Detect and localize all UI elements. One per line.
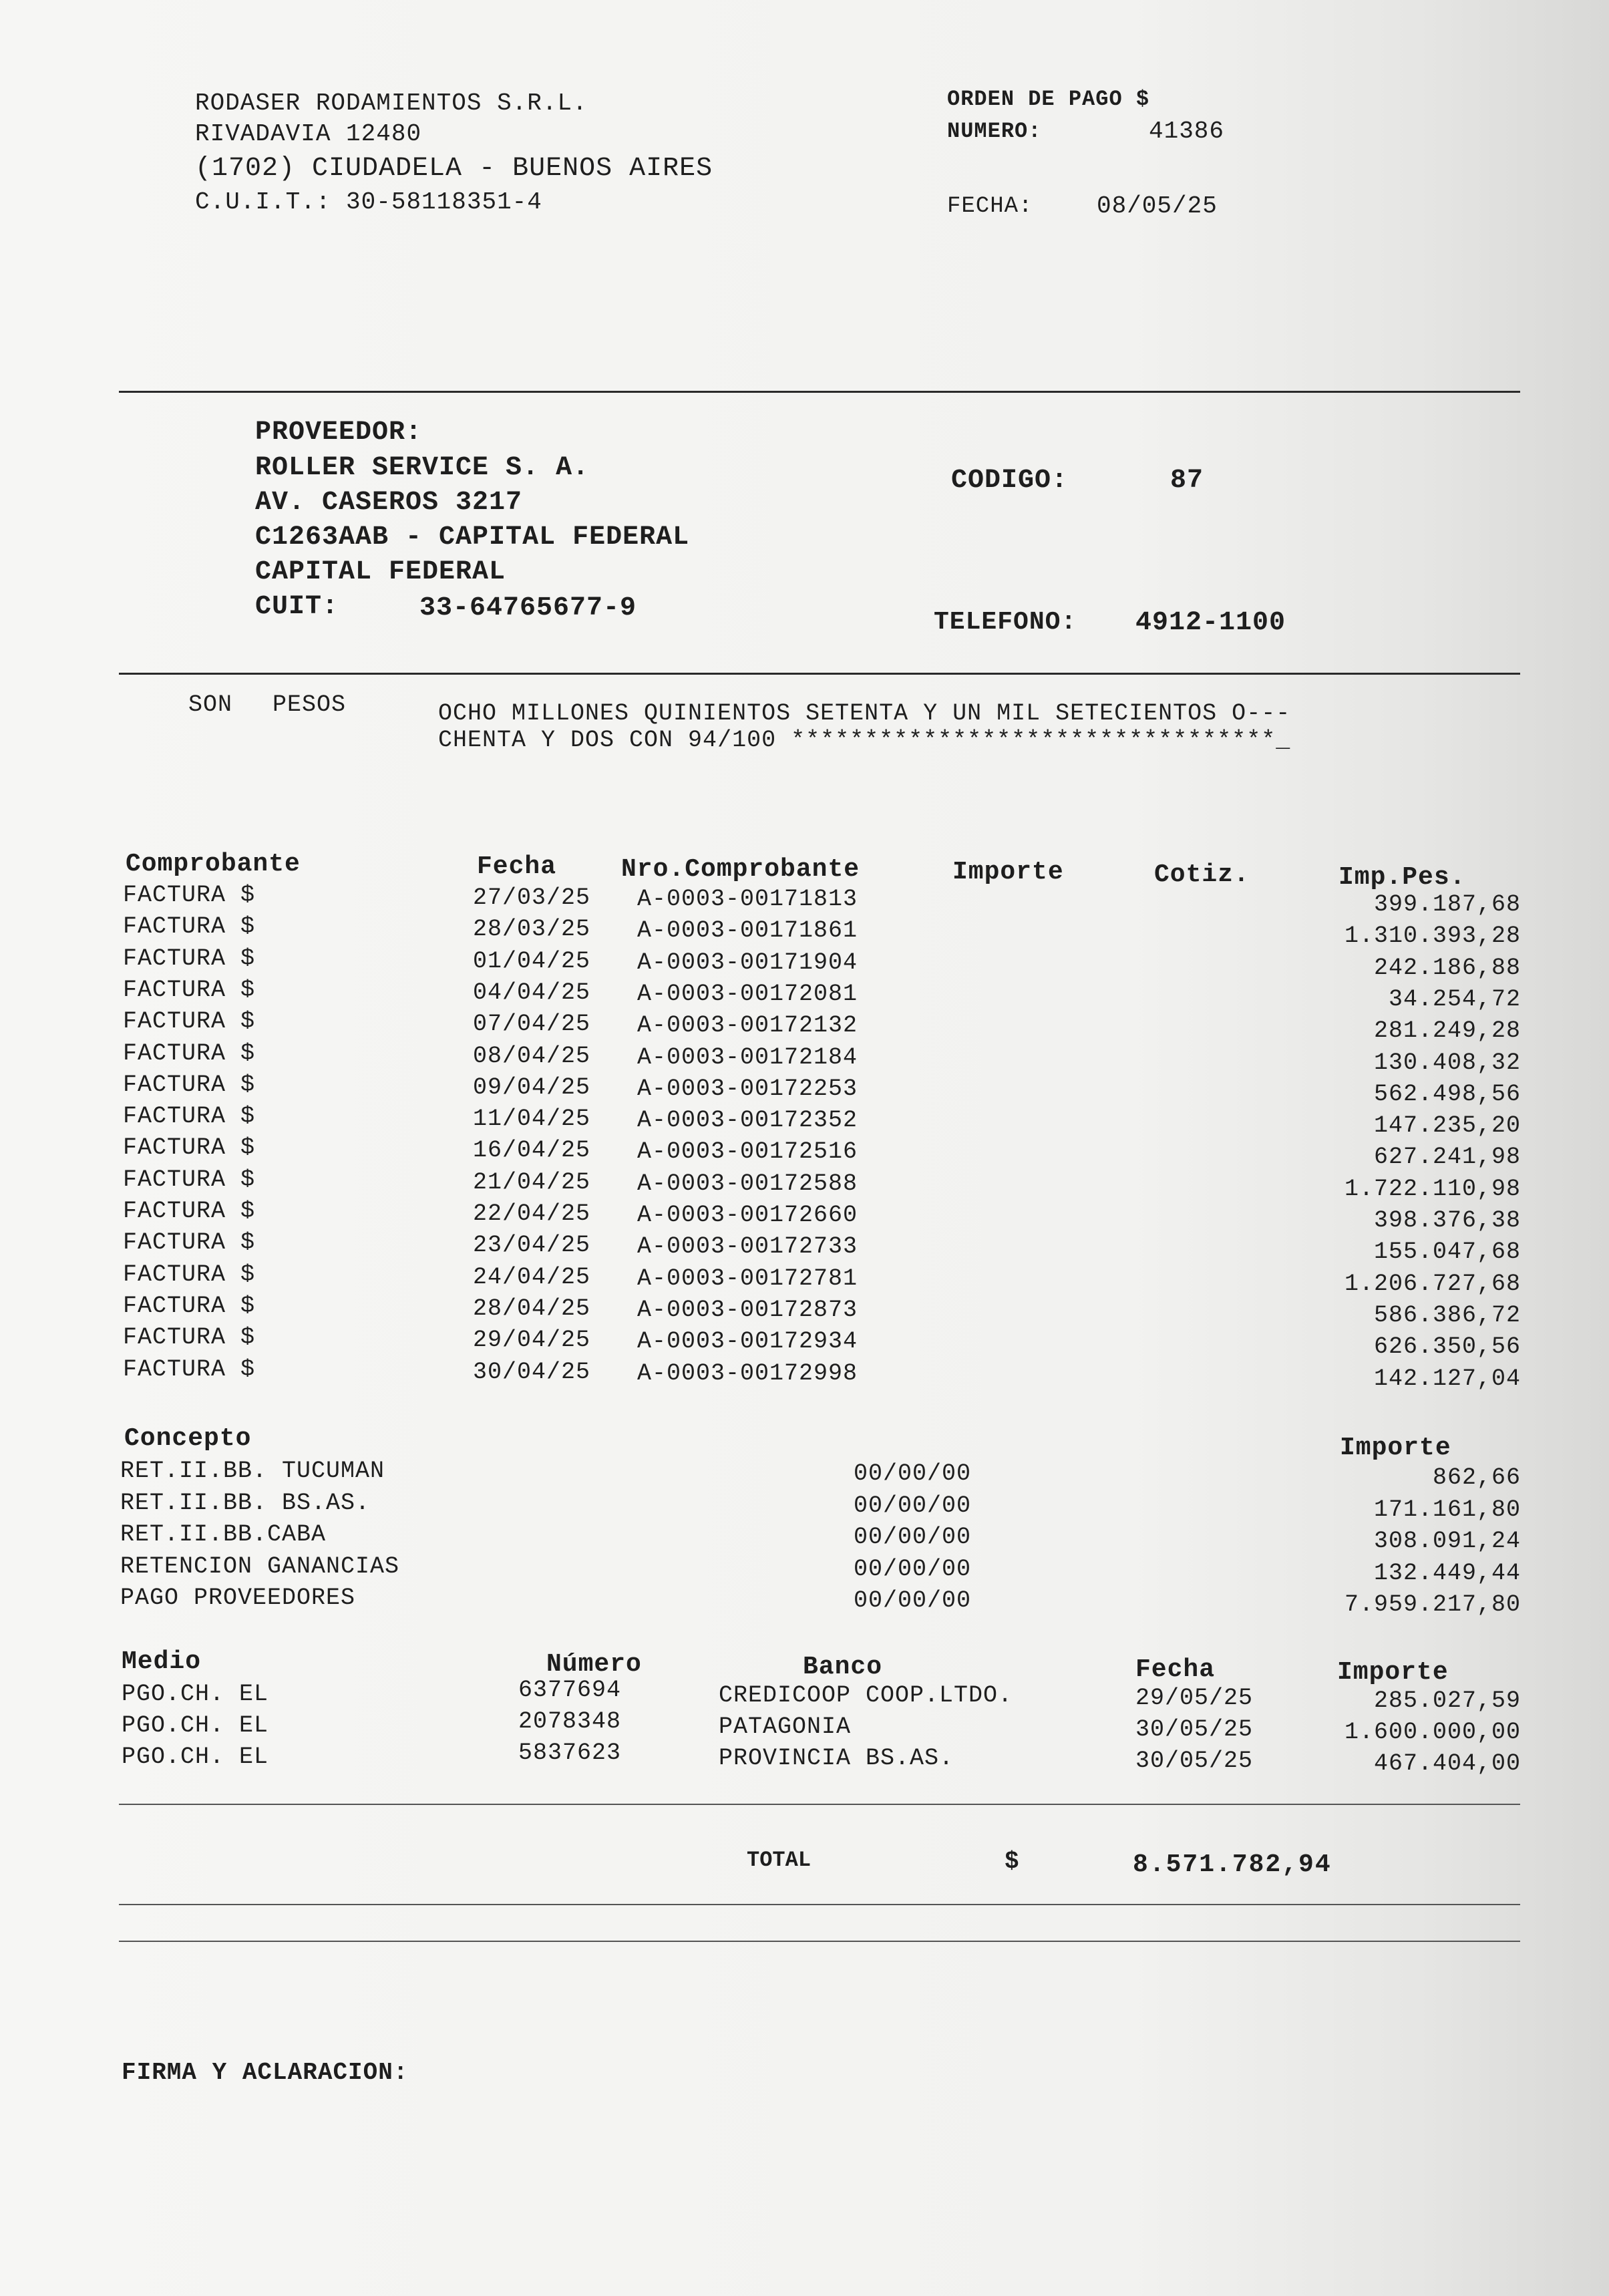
payment-date: 29/05/25 [1135,1685,1254,1711]
supplier-city: C1263AAB - CAPITAL FEDERAL [255,522,690,552]
payment-amount: 1.600.000,00 [1344,1719,1521,1746]
payment-row [0,1677,1609,1714]
invoice-row [0,1261,1609,1297]
total-divider-1 [119,1904,1520,1905]
concept-row [0,1553,1609,1585]
invoice-date: 09/04/25 [473,1074,591,1101]
invoice-number: A-0003-00172733 [637,1233,858,1261]
invoice-amount: 130.408,32 [1373,1049,1521,1076]
amount-words-label-pesos: PESOS [273,691,347,718]
amount-words-label-son: SON [188,691,233,718]
concept-date: 00/00/00 [854,1460,972,1487]
payment-number: 2078348 [518,1708,622,1735]
invoice-number: A-0003-00172934 [637,1328,858,1355]
company-city: (1702) CIUDADELA - BUENOS AIRES [195,154,713,184]
payment-number: 6377694 [518,1677,622,1703]
col-banco: Banco [803,1653,883,1681]
col-pay-fecha: Fecha [1135,1655,1216,1684]
payment-amount: 467.404,00 [1373,1750,1521,1777]
invoice-number: A-0003-00172184 [637,1043,858,1071]
concept-date: 00/00/00 [854,1492,972,1519]
concept-row [0,1490,1609,1522]
supplier-divider [119,673,1520,675]
total-value: 8.571.782,94 [1133,1850,1332,1879]
invoice-number: A-0003-00172998 [637,1359,858,1387]
invoice-type: FACTURA $ [123,1292,256,1319]
col-importe: Importe [952,858,1064,886]
supplier-province: CAPITAL FEDERAL [255,557,506,587]
col-imp-pes: Imp.Pes. [1338,863,1466,892]
concept-name: RET.II.BB. BS.AS. [120,1489,371,1516]
concept-amount: 862,66 [1432,1464,1521,1491]
supplier-phone-label: TELEFONO: [934,608,1077,637]
invoice-amount: 398.376,38 [1373,1207,1521,1234]
invoice-number: A-0003-00172781 [637,1265,858,1292]
invoice-date: 11/04/25 [473,1106,591,1133]
invoice-amount: 147.235,20 [1373,1112,1521,1140]
invoice-row [0,1039,1609,1076]
invoice-amount: 1.310.393,28 [1344,923,1521,950]
invoice-number: A-0003-00172081 [637,980,858,1007]
col-concepto: Concepto [124,1424,252,1453]
invoice-number: A-0003-00172660 [637,1202,858,1228]
invoice-amount: 627.241,98 [1373,1144,1521,1171]
invoice-type: FACTURA $ [123,1103,256,1130]
invoice-amount: 586.386,72 [1373,1301,1521,1329]
invoice-date: 27/03/25 [473,884,591,911]
col-cotiz: Cotiz. [1154,860,1250,889]
invoice-date: 28/04/25 [473,1295,591,1322]
invoice-row [0,913,1609,950]
invoice-amount: 242.186,88 [1373,954,1521,981]
payment-method: PGO.CH. EL [122,1681,269,1707]
concept-date: 00/00/00 [854,1524,972,1550]
invoice-amount: 155.047,68 [1373,1239,1521,1266]
invoice-number: A-0003-00172588 [637,1170,858,1197]
invoice-row [0,1324,1609,1361]
invoice-row [0,1166,1609,1202]
invoice-amount: 562.498,56 [1373,1080,1521,1108]
invoice-type: FACTURA $ [123,1324,256,1351]
concept-name: RETENCION GANANCIAS [120,1552,400,1580]
invoice-number: A-0003-00172352 [637,1107,858,1134]
invoice-type: FACTURA $ [123,1134,256,1162]
concept-amount: 7.959.217,80 [1344,1591,1521,1618]
payment-method: PGO.CH. EL [122,1712,269,1739]
supplier-code: 87 [1170,466,1204,496]
invoice-amount: 1.722.110,98 [1344,1175,1521,1202]
concept-date: 00/00/00 [854,1587,972,1614]
col-nro-comprobante: Nro.Comprobante [621,855,860,884]
invoice-amount: 1.206.727,68 [1344,1270,1521,1297]
payments-divider [119,1804,1520,1805]
invoice-row [0,882,1609,918]
invoice-row [0,1008,1609,1045]
company-cuit: C.U.I.T.: 30-58118351-4 [195,188,542,216]
invoice-number: A-0003-00171861 [637,917,858,945]
invoice-type: FACTURA $ [123,1008,256,1035]
invoice-row [0,1355,1609,1392]
amount-words-line1: OCHO MILLONES QUINIENTOS SETENTA Y UN MIL SETECIENTOS O--- [438,700,1291,727]
signature-label: FIRMA Y ACLARACION: [122,2059,409,2086]
invoice-amount: 626.350,56 [1373,1333,1521,1361]
invoice-type: FACTURA $ [123,882,256,909]
invoice-row [0,1198,1609,1234]
invoice-number: A-0003-00172253 [637,1075,858,1102]
invoice-type: FACTURA $ [123,1071,256,1098]
col-concept-importe: Importe [1340,1434,1451,1462]
supplier-address: AV. CASEROS 3217 [255,488,523,518]
concept-row [0,1585,1609,1617]
payment-number: 5837623 [518,1740,622,1766]
invoice-number: A-0003-00171904 [637,949,858,976]
invoice-amount: 281.249,28 [1373,1017,1521,1045]
order-number: 41386 [1149,118,1225,145]
order-title: ORDEN DE PAGO $ [947,87,1150,112]
col-medio: Medio [122,1647,202,1676]
col-pay-importe: Importe [1337,1658,1449,1687]
concept-name: PAGO PROVEEDORES [120,1585,356,1611]
concept-row [0,1458,1609,1490]
concept-amount: 132.449,44 [1373,1559,1521,1587]
header-divider [119,391,1520,393]
total-currency: $ [1005,1848,1019,1875]
invoice-date: 08/04/25 [473,1042,591,1070]
invoice-type: FACTURA $ [123,1198,256,1224]
invoice-type: FACTURA $ [123,1261,256,1288]
invoice-date: 23/04/25 [473,1232,591,1259]
company-address: RIVADAVIA 12480 [195,120,422,148]
concept-row [0,1521,1609,1553]
total-label: TOTAL [747,1848,812,1872]
company-name: RODASER RODAMIENTOS S.R.L. [195,90,588,117]
supplier-phone: 4912-1100 [1135,608,1286,638]
supplier-code-label: CODIGO: [951,466,1069,496]
col-fecha: Fecha [477,852,557,881]
concept-date: 00/00/00 [854,1555,972,1583]
payment-amount: 285.027,59 [1373,1687,1521,1714]
concept-name: RET.II.BB.CABA [120,1521,327,1548]
invoice-number: A-0003-00172132 [637,1012,858,1039]
supplier-cuit: 33-64765677-9 [419,593,637,623]
invoice-row [0,1071,1609,1108]
payment-bank: CREDICOOP COOP.LTDO. [719,1682,1013,1709]
payment-date: 30/05/25 [1135,1716,1254,1743]
invoice-date: 21/04/25 [473,1168,591,1196]
supplier-cuit-label: CUIT: [255,592,339,622]
supplier-name: ROLLER SERVICE S. A. [255,453,590,483]
invoice-date: 22/04/25 [473,1200,591,1227]
concept-amount: 308.091,24 [1373,1528,1521,1554]
concept-amount: 171.161,80 [1373,1496,1521,1523]
invoice-row [0,1292,1609,1329]
invoice-type: FACTURA $ [123,1355,256,1383]
invoice-row [0,1229,1609,1266]
col-numero: Número [546,1650,642,1679]
invoice-date: 30/04/25 [473,1358,591,1385]
total-divider-2 [119,1941,1520,1942]
invoice-row [0,976,1609,1013]
invoice-type: FACTURA $ [123,1166,256,1193]
col-comprobante: Comprobante [126,850,301,878]
invoice-date: 16/04/25 [473,1137,591,1164]
invoice-row [0,945,1609,981]
payment-date: 30/05/25 [1135,1748,1254,1774]
order-date-label: FECHA: [947,194,1033,219]
supplier-label: PROVEEDOR: [255,418,423,448]
concept-name: RET.II.BB. TUCUMAN [120,1458,385,1484]
order-number-label: NUMERO: [947,119,1042,144]
invoice-date: 01/04/25 [473,947,591,975]
invoice-type: FACTURA $ [123,945,256,972]
invoice-date: 04/04/25 [473,979,591,1006]
order-date: 08/05/25 [1097,192,1218,220]
invoice-row [0,1103,1609,1140]
amount-words-line2: CHENTA Y DOS CON 94/100 *********************************_ [438,727,1291,754]
payment-row [0,1708,1609,1746]
invoice-date: 24/04/25 [473,1263,591,1291]
invoice-date: 28/03/25 [473,916,591,943]
invoice-number: A-0003-00172516 [637,1138,858,1166]
invoice-date: 07/04/25 [473,1011,591,1038]
invoice-type: FACTURA $ [123,976,256,1003]
invoice-type: FACTURA $ [123,1039,256,1067]
payment-bank: PATAGONIA [719,1713,852,1740]
payment-method: PGO.CH. EL [122,1744,269,1770]
invoice-amount: 34.254,72 [1388,985,1521,1013]
payment-row [0,1740,1609,1777]
invoice-date: 29/04/25 [473,1327,591,1354]
invoice-amount: 399.187,68 [1373,891,1521,918]
invoice-number: A-0003-00172873 [637,1296,858,1323]
invoice-number: A-0003-00171813 [637,886,858,913]
invoice-type: FACTURA $ [123,913,256,941]
payment-bank: PROVINCIA BS.AS. [719,1745,954,1772]
invoice-amount: 142.127,04 [1373,1365,1521,1392]
invoice-type: FACTURA $ [123,1229,256,1257]
invoice-row [0,1134,1609,1171]
